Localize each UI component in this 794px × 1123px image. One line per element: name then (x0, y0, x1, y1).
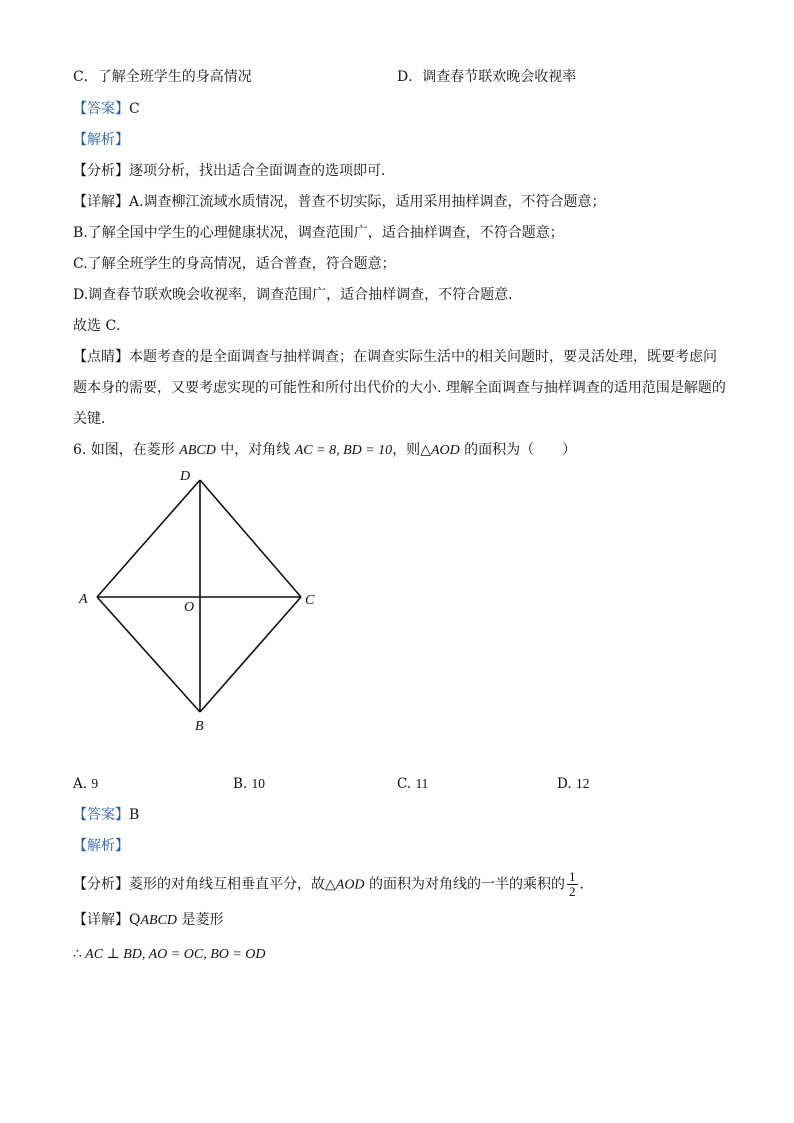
q5-answer (73, 99, 140, 119)
q5-line-c: C.了解全班学生的身高情况，适合普查，符合题意； (73, 256, 396, 272)
xiangjie-text: A.调查柳江流域水质情况，普查不切实际，适用采用抽样调查，不符合题意； (129, 194, 606, 210)
label-a: A (79, 592, 88, 607)
q6-option-c (397, 774, 428, 794)
q6-option-b (233, 774, 265, 794)
q6-option-d (557, 774, 589, 794)
therefore-symbol: ∴ (73, 946, 82, 962)
fenxi-tag: 【分析】 (73, 876, 129, 893)
q5-dianjing-2: 题本身的需要，又要考虑实现的可能性和所付出代价的大小. 理解全面调查与抽样调查的适用范围是解题的 (73, 380, 726, 396)
xiangjie-tag: 【详解】 (73, 194, 129, 210)
fenxi-triangle: △AOD (325, 877, 365, 893)
answer-value: B (129, 807, 140, 823)
answer-tag: 【答案】 (73, 807, 129, 823)
fraction-denominator: 2 (569, 884, 576, 899)
xiangjie-tag: 【详解】 (73, 912, 129, 928)
fenxi-text: 逐项分析，找出适合全面调查的选项即可． (129, 163, 395, 179)
fenxi-text-2: 的面积为对角线的一半的乘积的 (364, 876, 565, 893)
fraction-numerator: 1 (569, 869, 576, 884)
q5-dianjing-1 (73, 347, 717, 367)
q6-stem-prefix: 6. 如图，在菱形 (73, 442, 180, 458)
q6-answer (73, 805, 139, 825)
q6-xiangjie (73, 910, 224, 931)
edge-da (97, 480, 200, 597)
q6-stem-shape: ABCD (179, 443, 216, 458)
q5-option-d: D．调查春节联欢晚会收视率 (397, 69, 577, 85)
label-b: B (195, 719, 204, 734)
dianjing-text: 本题考查的是全面调查与抽样调查；在调查实际生活中的相关问题时，要灵活处理，既要考虑问 (129, 349, 717, 365)
q5-line-b: B.了解全国中学生的心理健康状况，调查范围广，适合抽样调查，不符合题意； (73, 225, 564, 241)
answer-tag: 【答案】 (73, 101, 129, 117)
q6-stem-mid2: ，则 (392, 442, 421, 458)
xiangjie-shape: ABCD (140, 913, 178, 928)
answer-value: C (129, 101, 140, 117)
edge-dc (200, 480, 301, 597)
fenxi-tag: 【分析】 (73, 163, 129, 179)
xiangjie-q: Q (129, 912, 141, 928)
analysis-tag: 【解析】 (73, 838, 129, 854)
q5-option-c: C．了解全班学生的身高情况 (73, 69, 252, 85)
option-letter: C. (397, 776, 412, 792)
label-d: D (180, 469, 191, 484)
dianjing-tag: 【点睛】 (73, 349, 129, 365)
q6-fenxi (73, 870, 594, 899)
q5-line-d: D.调查春节联欢晚会收视率，调查范围广，适合抽样调查，不符合题意． (73, 287, 523, 303)
q6-therefore-line (73, 944, 266, 965)
q6-stem-mid: 中，对角线 (215, 442, 295, 458)
fraction-one-half (567, 870, 578, 899)
therefore-math: AC ⊥ BD, AO = OC, BO = OD (81, 947, 266, 962)
q6-stem-condition: AC = 8, BD = 10 (294, 443, 393, 458)
label-o: O (184, 600, 195, 615)
q5-dianjing-3: 关键． (73, 411, 115, 427)
option-value: 10 (251, 776, 266, 791)
xiangjie-text: 是菱形 (177, 912, 224, 928)
edge-cb (200, 597, 301, 712)
option-letter: B. (233, 776, 248, 792)
option-value: 12 (575, 776, 590, 791)
q6-analysis-heading (73, 836, 129, 856)
option-letter: D. (557, 776, 572, 792)
label-c: C (305, 593, 315, 608)
option-value: 11 (415, 776, 429, 791)
q5-xiangjie (73, 192, 606, 212)
q6-stem (73, 440, 576, 461)
analysis-tag: 【解析】 (73, 132, 129, 148)
rhombus-figure (70, 462, 330, 742)
q5-analysis-heading (73, 130, 129, 150)
q5-conclusion: 故选 C． (73, 318, 131, 334)
q6-stem-suffix: 的面积为（ ） (459, 442, 577, 458)
fenxi-end: ． (579, 876, 594, 893)
option-value: 9 (91, 776, 99, 791)
option-letter: A. (73, 776, 88, 792)
q6-stem-triangle: △AOD (420, 443, 460, 458)
q5-fenxi (73, 161, 395, 181)
q6-option-a (73, 774, 98, 794)
fenxi-text-1: 菱形的对角线互相垂直平分，故 (129, 876, 325, 893)
